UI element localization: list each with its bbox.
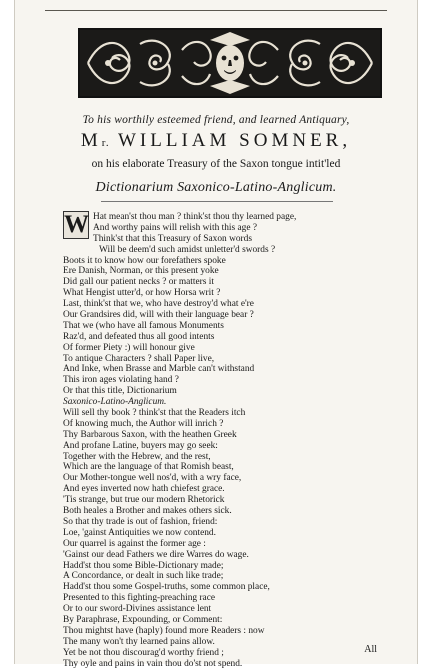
poem-line: By Paraphrase, Expounding, or Comment: bbox=[63, 614, 223, 625]
decorative-headpiece-ornament bbox=[78, 28, 382, 98]
catchword: All bbox=[364, 644, 377, 655]
poem-line: To antique Characters ? shall Paper live, bbox=[63, 353, 215, 364]
name-text: WILLIAM SOMNER, bbox=[109, 130, 352, 151]
poem-line: And eyes inverted now hath chiefest grace. bbox=[63, 484, 225, 495]
poem-line: Last, think'st that we, who have destroy'd what e're bbox=[63, 299, 254, 310]
poem-line: Boots it to know how our forefathers spoke bbox=[63, 255, 226, 266]
book-page bbox=[14, 0, 418, 669]
poem-line: Thy oyle and pains in vain thou do'st not spend. bbox=[63, 658, 243, 669]
poem-line: Presented to this fighting-preaching race bbox=[63, 593, 216, 604]
poem-line: A Concordance, or dealt in such like trade; bbox=[63, 571, 224, 582]
poem-line: Think'st that this Treasury of Saxon words bbox=[93, 233, 252, 244]
poem-line: Will be deem'd such amidst unletter'd swords ? bbox=[99, 244, 276, 255]
poem-line: That we (who have all famous Monuments bbox=[63, 320, 224, 331]
poem-line: Ere Danish, Norman, or this present yoke bbox=[63, 266, 219, 277]
poem-line: Hadd'st thou some Bible-Dictionary made; bbox=[63, 560, 224, 571]
poem-line: Raz'd, and defeated thus all good intents bbox=[63, 331, 215, 342]
poem-line: Did gall our patient necks ? or matters it bbox=[63, 277, 214, 288]
poem-line: Hat mean'st thou man ? think'st thou thy learned page, bbox=[93, 212, 297, 222]
name-prefix: M bbox=[80, 130, 102, 151]
poem-line: Thou mightst have (haply) found more Readers : now bbox=[63, 625, 265, 636]
poem-line: 'Tis strange, but true our modern Rhetorick bbox=[63, 495, 225, 506]
poem-line: Both heales a Brother and makes others sick. bbox=[63, 506, 232, 517]
poem-line: Our Grandsires did, will with their language bear ? bbox=[63, 310, 254, 321]
headpiece-ornament-icon bbox=[80, 30, 380, 96]
poem-line: Yet be not thou discourag'd worthy friend ; bbox=[63, 647, 224, 658]
title-rule bbox=[101, 201, 333, 202]
dictionary-title: Dictionarium Saxonico-Latino-Anglicum. bbox=[95, 180, 337, 195]
poem-line: Saxonico-Latino-Anglicum. bbox=[63, 397, 167, 408]
poem-line: Our quarrel is against the former age : bbox=[63, 538, 206, 549]
subtitle-line: on his elaborate Treasury of the Saxon tongue intit'led bbox=[91, 158, 341, 170]
dedicatee-name bbox=[15, 130, 417, 152]
poem-line: Our Mother-tongue well nos'd, with a wry face, bbox=[63, 473, 242, 484]
poem-line: Loe, 'gainst Antiquities we now contend. bbox=[63, 527, 216, 538]
poem-line: So that thy trade is out of fashion, friend: bbox=[63, 516, 218, 527]
poem-line: And Inke, when Brasse and Marble can't withstand bbox=[63, 364, 255, 375]
poem-line: This iron ages violating hand ? bbox=[63, 375, 179, 386]
poem-line: Or that this title, Dictionarium bbox=[63, 386, 177, 397]
name-prefix-superscript: r. bbox=[101, 137, 110, 149]
poem-line: Together with the Hebrew, and the rest, bbox=[63, 451, 211, 462]
poem-line: What Hengist utter'd, or how Horsa writ ? bbox=[63, 288, 221, 299]
dedication-line: To his worthily esteemed friend, and learned Antiquary, bbox=[82, 114, 350, 126]
poem-line: The many won't thy learned pains allow. bbox=[63, 636, 215, 647]
poem-line: Hadd'st thou some Gospel-truths, some common place, bbox=[63, 582, 270, 593]
poem-line: Of knowing much, the Author will inrich ? bbox=[63, 418, 224, 429]
top-rule bbox=[45, 10, 387, 11]
poem-line: Or to our sword-Divines assistance lent bbox=[63, 604, 212, 615]
poem-line: And profane Latine, buyers may go seek: bbox=[63, 440, 218, 451]
poem-line: Will sell thy book ? think'st that the Readers itch bbox=[63, 408, 246, 419]
poem-line: 'Gainst our dead Fathers we dire Warres do wage. bbox=[63, 549, 249, 560]
poem-line: And worthy pains will relish with this age ? bbox=[93, 222, 258, 233]
drop-cap-initial: W bbox=[64, 211, 89, 238]
poem-line: Which are the language of that Romish beast, bbox=[63, 462, 234, 473]
poem-line: Of former Piety :) will honour give bbox=[63, 342, 195, 353]
poem-line: Thy Barbarous Saxon, with the heathen Greek bbox=[63, 429, 237, 440]
page-gutter bbox=[0, 0, 14, 664]
poem-body bbox=[63, 212, 393, 669]
